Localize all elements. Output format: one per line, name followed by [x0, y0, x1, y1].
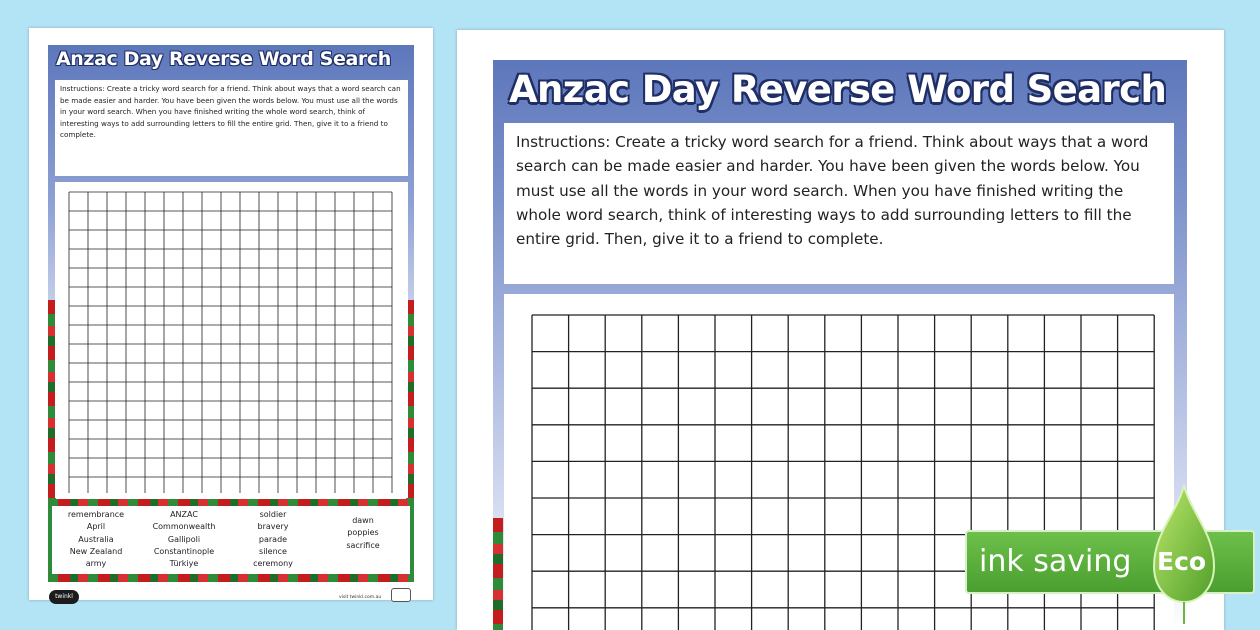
worksheet-frame	[48, 45, 414, 582]
word-list	[52, 506, 410, 574]
word-column-2	[142, 509, 226, 570]
word-column-3	[236, 509, 310, 570]
poppy-border-left-large	[493, 518, 503, 630]
word-grid	[68, 191, 396, 493]
ink-saving-label: ink saving	[979, 544, 1132, 579]
twinkl-logo: twinkl	[49, 590, 79, 604]
word-column-1	[54, 509, 138, 570]
instructions-text: Instructions: Create a tricky word search for a friend. Think about ways that a word search can be made easier and harder. You have been given the words below. You must use all the words in your word search. When you have finished writing the whole word search, think of interesting ways to add surrounding letters to fill the entire grid. Then, give it to a friend to complete.	[55, 80, 408, 176]
word-item: ceremony	[253, 559, 293, 569]
page-preview-thumbnail[interactable]	[29, 28, 433, 600]
footer-badge-icon	[391, 588, 411, 602]
word-item: Commonwealth	[152, 522, 216, 532]
word-item: soldier	[259, 510, 287, 519]
word-grid-box	[55, 182, 408, 498]
word-item: Gallipoli	[167, 534, 201, 544]
word-item: Türkiye	[169, 559, 199, 569]
word-item: poppies	[347, 528, 379, 538]
word-item: bravery	[257, 522, 289, 532]
word-item: dawn	[352, 516, 374, 525]
word-item: army	[85, 559, 107, 569]
word-item: ANZAC	[170, 510, 198, 519]
word-column-4	[326, 515, 400, 552]
worksheet-title-large: Anzac Day Reverse Word Search	[509, 68, 1167, 111]
eco-label: Eco	[1157, 547, 1207, 576]
word-item: Constantinople	[153, 546, 215, 556]
instructions-text-large: Instructions: Create a tricky word search for a friend. Think about ways that a word search can be made easier and harder. You have been given the words below. You must use all the words in your word search. When you have finished writing the whole word search, think of interesting ways to add surrounding letters to fill the entire grid. Then, give it to a friend to complete.	[504, 123, 1174, 284]
word-item: parade	[258, 534, 288, 544]
footer-url: visit twinkl.com.au	[339, 595, 382, 600]
word-item: sacrifice	[346, 540, 380, 550]
worksheet-title: Anzac Day Reverse Word Search	[56, 48, 391, 70]
word-item: April	[86, 522, 106, 532]
word-item: Australia	[78, 534, 114, 544]
word-item: New Zealand	[69, 546, 123, 556]
word-item: remembrance	[67, 510, 125, 519]
word-item: silence	[259, 546, 287, 556]
